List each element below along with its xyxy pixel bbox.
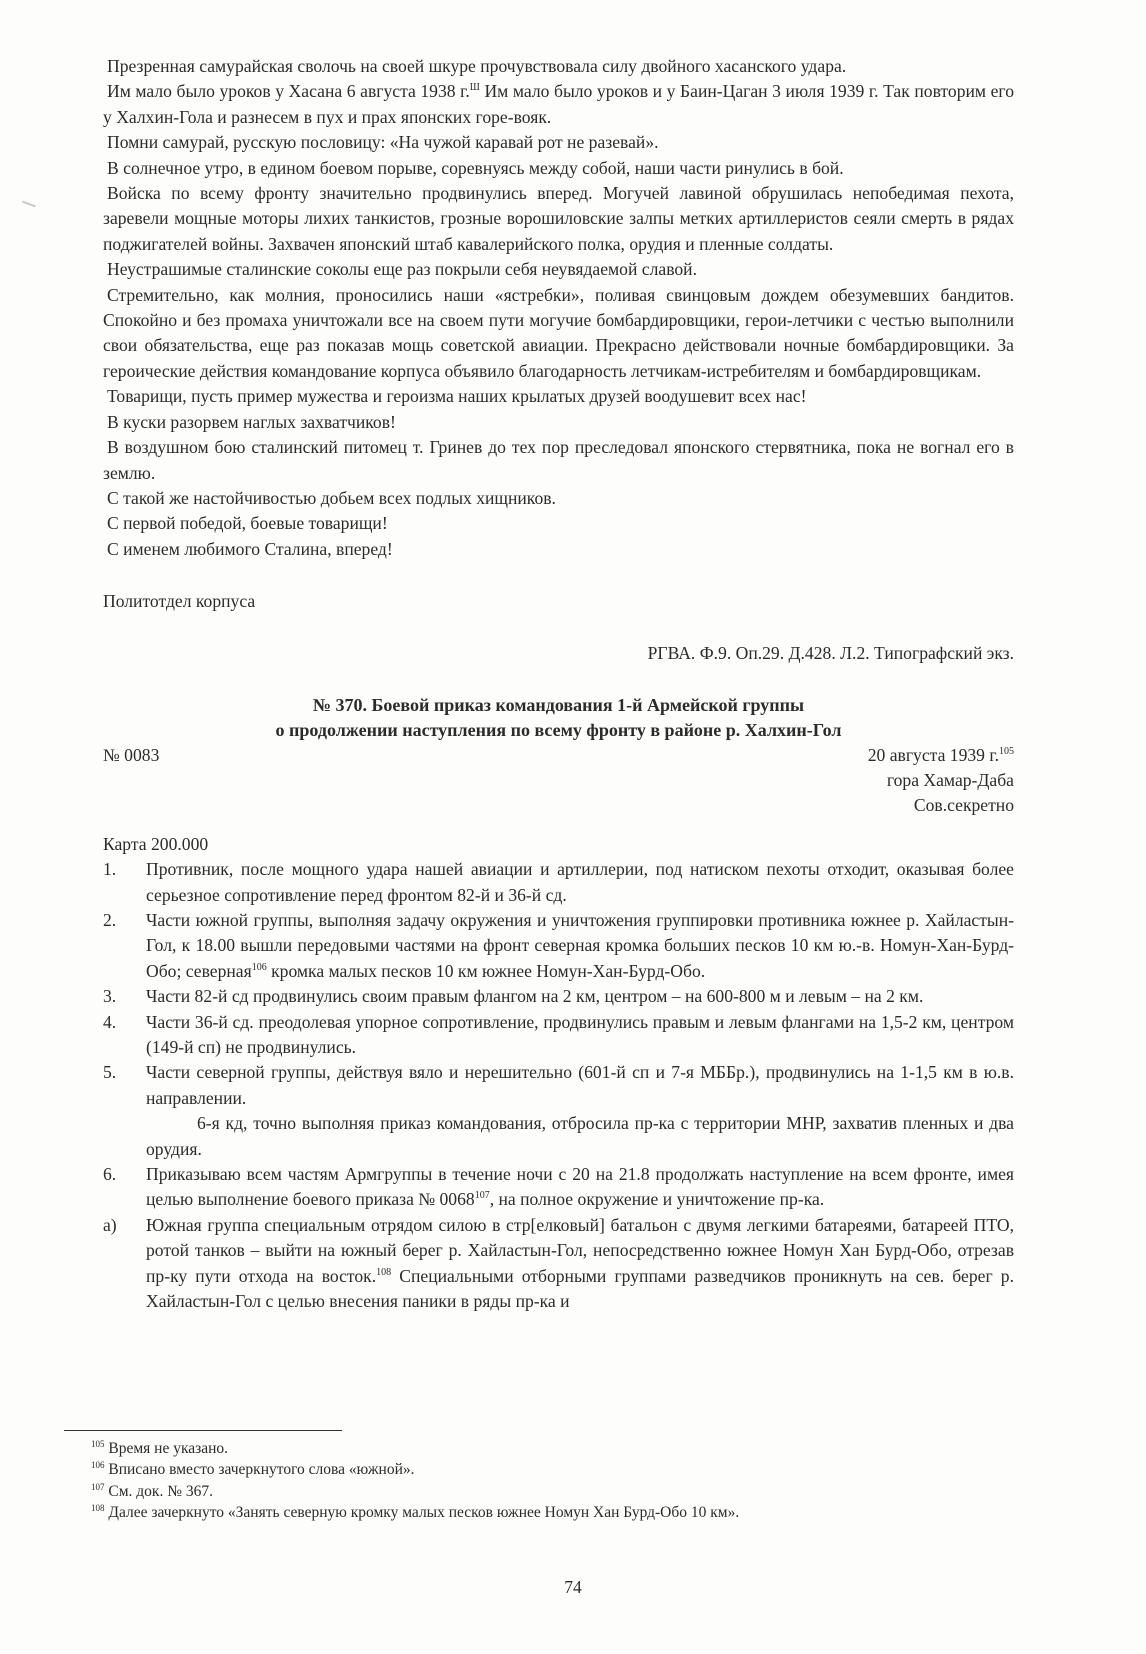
footnote-number: 108 bbox=[91, 1503, 105, 1514]
classification: Сов.секретно bbox=[913, 795, 1014, 816]
document-title bbox=[103, 693, 1014, 743]
paragraph-text: Им мало было уроков у Хасана 6 августа 1938 г. bbox=[107, 81, 470, 102]
footnote-text: Вписано вместо зачеркнутого слова «южной». bbox=[104, 1461, 415, 1479]
footnote-text: Далее зачеркнуто «Занять северную кромку малых песков южнее Номун Хан Бурд-Обо 10 км». bbox=[104, 1504, 740, 1522]
order-item bbox=[103, 908, 1014, 984]
order-document bbox=[103, 693, 1014, 1314]
item-text bbox=[146, 1162, 1014, 1213]
document-meta bbox=[103, 743, 1014, 768]
paragraph: В солнечное утро, в едином боевом порыве, соревнуясь между собой, наши части ринулись в бой. bbox=[107, 157, 844, 178]
document-date bbox=[868, 743, 1014, 768]
title-line: о продолжении наступления по всему фронту в районе р. Халхин-Гол bbox=[275, 720, 842, 741]
footnote-number: 106 bbox=[91, 1460, 105, 1471]
footnote bbox=[91, 1502, 739, 1523]
signature: Политотдел корпуса bbox=[103, 591, 256, 612]
item-number: 1. bbox=[103, 859, 117, 880]
footnote-ref: 106 bbox=[251, 961, 267, 973]
document-number: № 0083 bbox=[103, 745, 160, 766]
item-text: Противник, после мощного удара нашей авиации и артиллерии, под натиском пехоты отходит, оказывая более серьезное сопротивление перед фронтом 82-й и 36-й сд. bbox=[146, 859, 1014, 905]
footnote bbox=[91, 1481, 739, 1502]
paragraph: Презренная самурайская сволочь на своей шкуре прочувствовала силу двойного хасанского удара. bbox=[107, 56, 847, 76]
item-text-part: кромка малых песков 10 км южнее Номун-Хан-Бурд-Обо. bbox=[266, 960, 706, 981]
page-body bbox=[103, 54, 1014, 1314]
item-text-part: Приказываю всем частям Армгруппы в течение ночи с 20 на 21.8 продолжать наступление на всем фронте, имея целью выполнение боевого приказа № 0068 bbox=[146, 1164, 1014, 1210]
order-subparagraph: 6-я кд, точно выполняя приказ командования, отбросила пр-ка с территории МНР, захватив пленных и два орудия. bbox=[146, 1113, 1014, 1159]
footnote-text: Время не указано. bbox=[104, 1440, 229, 1457]
footnote-number: 105 bbox=[91, 1439, 105, 1449]
paragraph: С именем любимого Сталина, вперед! bbox=[107, 538, 393, 559]
paragraph bbox=[103, 79, 1014, 130]
footnote-ref: Ш bbox=[469, 82, 480, 94]
footnote-ref: 108 bbox=[376, 1266, 392, 1278]
appeal-text bbox=[103, 54, 1014, 666]
paragraph: С первой победой, боевые товарищи! bbox=[107, 513, 388, 534]
title-line: № 370. Боевой приказ командования 1-й Армейской группы bbox=[312, 695, 805, 716]
footnote-text: См. док. № 367. bbox=[104, 1482, 213, 1500]
item-number: 6. bbox=[103, 1164, 117, 1184]
map-scale: Карта 200.000 bbox=[103, 834, 209, 855]
scan-speck bbox=[22, 201, 36, 208]
item-number: 4. bbox=[103, 1011, 117, 1032]
item-text: Части 36-й сд. преодолевая упорное сопротивление, продвинулись правым и левым флангами на 1,5-2 км, центром (149-й сп) не продвинулись. bbox=[146, 1011, 1014, 1057]
paragraph: Помни самурай, русскую пословицу: «На чужой каравай рот не разевай». bbox=[107, 132, 659, 153]
page-number: 74 bbox=[564, 1577, 582, 1597]
document-place: гора Хамар-Даба bbox=[886, 770, 1014, 791]
date-text: 20 августа 1939 г. bbox=[867, 745, 999, 766]
item-text-part: Специальными отборными группами разведчиков проникнуть на сев. берег р. Хайластын-Гол с целью внесения паники в ряды пр-ка и bbox=[146, 1265, 1014, 1312]
order-item bbox=[103, 1060, 1014, 1111]
order-item bbox=[103, 1213, 1014, 1315]
paragraph: В воздушном бою сталинский питомец т. Гринев до тех пор преследовал японского стервятника, пока не вогнал его в землю. bbox=[103, 437, 1014, 483]
item-number: 5. bbox=[103, 1062, 117, 1083]
item-text bbox=[146, 908, 1014, 984]
footnote-ref: 107 bbox=[474, 1190, 490, 1202]
footnote bbox=[91, 1459, 739, 1480]
item-text-part: Южная группа специальным отрядом силою в стр[елковый] батальон с двумя легкими батареями, батареей ПТО, ротой танков – выйти на южный берег р. Хайластын-Гол, непосредственно южнее Номун Хан Бурд-Обо, отрезав пр-ку пути отхода на восток. bbox=[146, 1214, 1014, 1286]
footnotes bbox=[91, 1438, 739, 1524]
paragraph-text: Им мало было уроков и у Баин-Цаган 3 июля 1939 г. Так повторим его у Халхин-Гола и разнесем в пух и прах японских горе-вояк. bbox=[103, 81, 1015, 127]
paragraph: Войска по всему фронту значительно продвинулись вперед. Могучей лавиной обрушилась непобедимая пехота, заревели мощные моторы лихих танкистов, грозные ворошиловские залпы метких артиллеристов сеяли смерть в рядах поджигателей войны. Захвачен японский штаб кавалерийского полка, орудия и пленные солдаты. bbox=[103, 183, 1014, 254]
item-text-part: , на полное окружение и уничтожение пр-ка. bbox=[489, 1189, 825, 1210]
footnote-number: 107 bbox=[91, 1481, 105, 1492]
order-item bbox=[103, 984, 1014, 1009]
item-text-part: Части южной группы, выполняя задачу окружения и уничтожения группировки противника южнее р. Хайластын-Гол, к 18.00 вышли передовыми частями на фронт северная кромка больших песков 10 км ю.-в. Номун-Хан-Бурд-Обо; северная bbox=[146, 909, 1014, 981]
item-text: Части северной группы, действуя вяло и нерешительно (601-й сп и 7-я МББр.), продвинулись на 1-1,5 км в ю.в. направлении. bbox=[146, 1062, 1014, 1108]
item-number: 2. bbox=[103, 909, 117, 930]
item-text bbox=[146, 1213, 1014, 1315]
footnote-ref: 105 bbox=[999, 746, 1014, 758]
item-number: а) bbox=[103, 1214, 117, 1235]
item-text: Части 82-й сд продвинулись своим правым флангом на 2 км, центром – на 600-800 м и левым – на 2 км. bbox=[146, 986, 924, 1007]
paragraph: Неустрашимые сталинские соколы еще раз покрыли себя неувядаемой славой. bbox=[107, 259, 697, 280]
paragraph: В куски разорвем наглых захватчиков! bbox=[107, 411, 396, 432]
footnote-divider bbox=[64, 1430, 342, 1431]
item-number: 3. bbox=[103, 986, 117, 1007]
paragraph: Стремительно, как молния, проносились наши «ястребки», поливая свинцовым дождем обезумевших бандитов. Спокойно и без промаха уничтожали все на своем пути могучие бомбардировщики, герои-летчики с честью выполнили свои обязательства, еще раз показав мощь советской авиации. Прекрасно действовали ночные бомбардировщики. За героические действия командование корпуса объявило благодарность летчикам-истребителям и бомбардировщикам. bbox=[103, 284, 1014, 381]
paragraph: С такой же настойчивостью добьем всех подлых хищников. bbox=[107, 487, 556, 508]
order-item bbox=[103, 1162, 1014, 1213]
paragraph: Товарищи, пусть пример мужества и героизма наших крылатых друзей воодушевит всех нас! bbox=[107, 386, 807, 407]
order-item bbox=[103, 857, 1014, 908]
archive-reference: РГВА. Ф.9. Оп.29. Д.428. Л.2. Типографский экз. bbox=[647, 643, 1014, 664]
order-item bbox=[103, 1010, 1014, 1061]
footnote bbox=[91, 1438, 739, 1459]
